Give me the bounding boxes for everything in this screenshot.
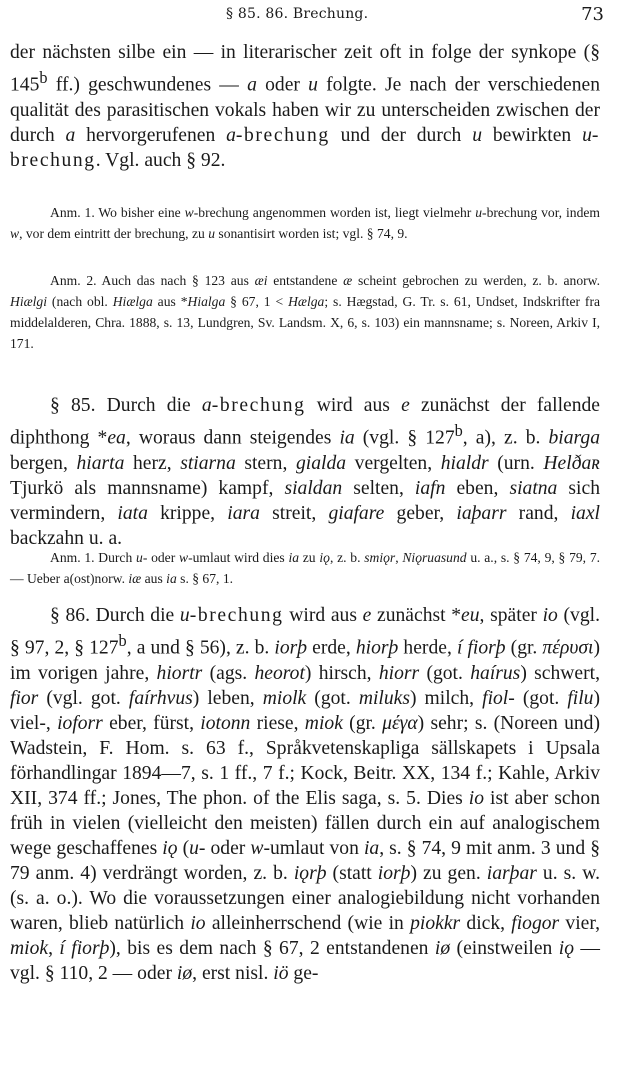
text-segment: bewirkten bbox=[482, 124, 583, 146]
text-segment: (got. bbox=[419, 662, 471, 684]
text-segment: iorþ bbox=[274, 637, 308, 659]
text-segment: io bbox=[542, 605, 558, 626]
text-segment: u. a., s. § 74, 9, § 79, 7. — Ueber a(ost)norw. bbox=[10, 550, 601, 586]
text-segment: (urn. bbox=[488, 452, 544, 474]
text-segment: u bbox=[308, 74, 318, 96]
text-segment: ia bbox=[339, 427, 355, 449]
text-segment: riese, bbox=[250, 712, 305, 734]
text-segment: hialdr bbox=[440, 452, 489, 474]
text-segment: u bbox=[136, 550, 143, 565]
text-segment: smiǫr bbox=[364, 550, 396, 565]
text-segment: hiarta bbox=[76, 452, 125, 474]
text-segment: eber, fürst, bbox=[102, 712, 201, 734]
text-segment: w bbox=[250, 837, 264, 859]
text-segment: í fiorþ bbox=[59, 937, 110, 959]
text-segment: aus * bbox=[152, 294, 188, 309]
text-segment: - oder bbox=[142, 550, 179, 565]
text-segment: ) milch, bbox=[409, 687, 483, 709]
paragraph-continuation bbox=[10, 40, 600, 173]
text-segment: miluks bbox=[358, 687, 410, 709]
text-segment: iǫrþ bbox=[293, 862, 327, 884]
text-segment: siatna bbox=[509, 477, 558, 499]
text-segment: faírhvus bbox=[128, 687, 193, 709]
text-segment: s. § 67, 1. bbox=[176, 571, 234, 586]
text-segment: zunächst * bbox=[371, 605, 462, 626]
text-segment: iata bbox=[117, 502, 148, 524]
text-segment: miolk bbox=[262, 687, 307, 709]
text-segment: streit, bbox=[259, 502, 329, 524]
note-anm-1 bbox=[10, 202, 600, 244]
text-segment: ) leben, bbox=[192, 687, 263, 709]
text-segment: ioforr bbox=[57, 712, 103, 734]
text-segment: u bbox=[472, 124, 482, 146]
text-segment: u. s. w. (s. a. o.). Wo die voraussetzungen einer analogiebildung nicht vorhanden waren, blieb natürlich bbox=[10, 862, 600, 934]
text-segment: ) sehr; s. (Noreen und) Wadstein, F. Hom. s. 63 f., Språkvetenskapliga sällskapets i Upsala förhandlingar 1894—7, s. 1 ff., 7 f.; Kock, Beitr. XX, 134 f.; Kahle, Arkiv XII, 374 ff.; Jones, The phon. of the Elis saga, s. 5. Dies bbox=[10, 712, 600, 809]
text-segment: fior bbox=[10, 687, 39, 709]
text-segment: sialdan bbox=[284, 477, 343, 499]
text-segment: biarga bbox=[548, 427, 601, 449]
text-segment: -brechung bbox=[189, 605, 284, 626]
text-segment: fiogor bbox=[511, 912, 560, 934]
text-segment: wird aus bbox=[305, 395, 402, 416]
text-segment: Anm. 2. Auch das nach § 123 aus bbox=[50, 273, 255, 288]
text-segment: æi bbox=[254, 273, 268, 288]
text-segment: -brechung bbox=[211, 395, 306, 416]
text-segment: geber, bbox=[384, 502, 457, 524]
text-segment: (gr. bbox=[505, 637, 543, 659]
text-segment: , bbox=[395, 550, 403, 565]
text-segment: Hialga bbox=[187, 294, 226, 309]
text-segment: zu bbox=[299, 550, 320, 565]
text-segment: iaxl bbox=[570, 502, 600, 524]
text-segment: selten, bbox=[342, 477, 415, 499]
text-segment: eu bbox=[461, 605, 480, 626]
text-segment: u bbox=[208, 226, 215, 241]
text-segment: b bbox=[39, 68, 48, 87]
text-segment: backzahn u. a. bbox=[10, 527, 123, 549]
text-segment: io bbox=[190, 912, 206, 934]
text-segment: miok bbox=[10, 937, 49, 959]
text-segment: , später bbox=[479, 605, 543, 626]
text-segment: u bbox=[582, 124, 592, 146]
text-segment: hervorgerufenen bbox=[75, 124, 227, 146]
text-segment: w bbox=[184, 205, 194, 220]
text-segment: gialda bbox=[295, 452, 347, 474]
text-segment: scheint gebrochen zu werden, z. b. anorw. bbox=[352, 273, 600, 288]
text-segment: hiortr bbox=[156, 662, 203, 684]
text-segment: -brechung vor, indem bbox=[482, 205, 600, 220]
text-segment: (gr. bbox=[342, 712, 383, 734]
text-segment: -umlaut wird dies bbox=[188, 550, 289, 565]
text-segment: ), bis es dem nach § 67, 2 entstandenen bbox=[109, 937, 435, 959]
text-segment: iafn bbox=[414, 477, 446, 499]
text-segment: ea bbox=[107, 427, 126, 449]
text-segment: § 86. Durch die bbox=[50, 605, 180, 626]
text-segment: ) im vorigen jahre, bbox=[10, 637, 600, 684]
text-segment: iæ bbox=[128, 571, 142, 586]
text-segment: w bbox=[179, 550, 189, 565]
text-segment: iǫ bbox=[558, 937, 574, 959]
text-segment: (ags. bbox=[202, 662, 255, 684]
text-segment: giafare bbox=[328, 502, 385, 524]
text-segment: a bbox=[65, 124, 76, 146]
text-segment: zunächst der fallende diphthong * bbox=[10, 395, 601, 449]
text-segment: , z. b. bbox=[329, 550, 365, 565]
text-segment: Helðaʀ bbox=[543, 452, 600, 474]
text-segment: eben, bbox=[445, 477, 510, 499]
text-segment: iö bbox=[273, 962, 289, 984]
text-segment: entstandene bbox=[267, 273, 344, 288]
text-segment: πέρυσι bbox=[542, 637, 594, 659]
text-segment: ( bbox=[177, 837, 190, 859]
text-segment: b bbox=[118, 631, 127, 650]
text-segment: aus bbox=[141, 571, 167, 586]
text-segment: haírus bbox=[470, 662, 521, 684]
section-85 bbox=[10, 393, 600, 551]
text-segment: oder bbox=[256, 74, 309, 96]
text-segment: (einstweilen bbox=[450, 937, 559, 959]
text-segment: § 67, 1 < bbox=[225, 294, 289, 309]
text-segment: rand, bbox=[506, 502, 571, 524]
text-segment: ; s. Hægstad, G. Tr. s. 61, Undset, Indskrifter fra middelalderen, Chra. 1888, s. 13, Lundgren, Sv. Landsm. X, 6, s. 103) ein mannsname; s. Noreen, Arkiv I, 171. bbox=[10, 294, 601, 351]
text-segment: , bbox=[48, 937, 60, 959]
text-segment: a bbox=[226, 124, 236, 146]
text-segment: ia bbox=[288, 550, 300, 565]
text-segment: alleinherrschend (wie in bbox=[205, 912, 411, 934]
text-segment: ia bbox=[166, 571, 177, 586]
text-segment: bergen, bbox=[10, 452, 77, 474]
text-segment: ff.) geschwundenes — bbox=[47, 74, 248, 96]
text-segment: vier, bbox=[559, 912, 601, 934]
text-segment: í fiorþ bbox=[456, 637, 506, 659]
text-segment: ge- bbox=[288, 962, 319, 984]
text-segment: filu bbox=[567, 687, 594, 709]
text-segment: iarþar bbox=[486, 862, 537, 884]
text-segment: ia bbox=[363, 837, 380, 859]
text-segment: fiol- bbox=[482, 687, 515, 709]
text-segment: ) viel-, bbox=[10, 687, 601, 734]
text-segment: e bbox=[401, 395, 410, 416]
text-segment: , s. § 74, 9 mit anm. 3 und § 79 anm. 4) verdrängt worden, z. b. bbox=[10, 837, 600, 884]
text-segment: iø bbox=[176, 962, 193, 984]
text-segment: u bbox=[189, 837, 199, 859]
text-segment: ) zu gen. bbox=[410, 862, 487, 884]
text-segment: iø bbox=[434, 937, 451, 959]
text-segment: e bbox=[362, 605, 372, 626]
text-segment: erde, bbox=[307, 637, 356, 659]
text-segment: u bbox=[179, 605, 190, 626]
text-segment: herz, bbox=[124, 452, 181, 474]
text-segment: (statt bbox=[326, 862, 378, 884]
note-85-anm-1 bbox=[10, 547, 600, 589]
note-anm-2 bbox=[10, 270, 600, 354]
text-segment: — vgl. § 110, 2 — oder bbox=[10, 937, 601, 984]
text-segment: sonantisirt worden ist; vgl. § 74, 9. bbox=[215, 226, 408, 241]
text-segment: herde, bbox=[398, 637, 457, 659]
text-segment: - oder bbox=[198, 837, 251, 859]
text-segment: vergelten, bbox=[346, 452, 441, 474]
text-segment: dick, bbox=[460, 912, 512, 934]
text-segment: (got. bbox=[306, 687, 359, 709]
text-segment: piokkr bbox=[410, 912, 461, 934]
section-86 bbox=[10, 603, 600, 986]
text-segment: hiorr bbox=[378, 662, 420, 684]
text-segment: stern, bbox=[235, 452, 296, 474]
text-segment: Hælga bbox=[288, 294, 325, 309]
text-segment: iaþarr bbox=[456, 502, 507, 524]
text-segment: iǫ bbox=[319, 550, 330, 565]
text-segment: -umlaut von bbox=[263, 837, 364, 859]
text-segment: io bbox=[468, 787, 485, 809]
text-segment: a bbox=[201, 395, 212, 416]
text-segment: , a), z. b. bbox=[462, 427, 549, 449]
text-segment: iotonn bbox=[200, 712, 251, 734]
text-segment: . Vgl. auch § 92. bbox=[95, 149, 226, 171]
text-segment: Anm. 1. Durch bbox=[50, 550, 137, 565]
running-title: § 85. 86. Brechung. bbox=[226, 6, 369, 22]
text-segment: (vgl. § 127 bbox=[354, 427, 455, 449]
text-segment: (vgl. § 97, 2, § 127 bbox=[10, 605, 600, 659]
text-segment: Niǫruasund bbox=[402, 550, 467, 565]
text-segment: iǫ bbox=[162, 837, 178, 859]
text-segment: æ bbox=[343, 273, 353, 288]
text-segment: folgte. Je nach der verschiedenen qualität des parasitischen vokals haben wir zu unterscheiden zwischen der durch bbox=[10, 74, 600, 146]
text-segment: μέγα bbox=[382, 712, 418, 734]
text-segment: sich vermindern, bbox=[10, 477, 600, 524]
text-segment: iara bbox=[227, 502, 260, 524]
text-segment: u bbox=[475, 205, 483, 220]
text-segment: miok bbox=[304, 712, 343, 734]
text-segment: ) schwert, bbox=[520, 662, 600, 684]
text-segment: iorþ bbox=[377, 862, 411, 884]
text-segment: Anm. 1. Wo bisher eine bbox=[50, 205, 185, 220]
text-segment: wird aus bbox=[283, 605, 363, 626]
text-segment: -brechung bbox=[235, 124, 330, 146]
text-segment: a bbox=[247, 74, 257, 96]
text-segment: w bbox=[10, 226, 20, 241]
text-segment: stiarna bbox=[180, 452, 236, 474]
text-segment: heorot bbox=[254, 662, 305, 684]
text-segment: (got. bbox=[514, 687, 568, 709]
text-segment: -brechung angenommen worden ist, liegt vielmehr bbox=[193, 205, 476, 220]
text-segment: hiorþ bbox=[355, 637, 399, 659]
text-segment: Hiælgi bbox=[10, 294, 48, 309]
text-segment: -brechung bbox=[10, 124, 600, 171]
text-segment: , a und § 56), z. b. bbox=[126, 637, 275, 659]
text-segment: und der durch bbox=[329, 124, 473, 146]
text-segment: , woraus dann steigendes bbox=[125, 427, 340, 449]
text-segment: ) hirsch, bbox=[304, 662, 379, 684]
text-segment: ist aber schon früh in vielen (vielleicht den meisten) fällen durch ein auf analogischem wege geschaffenes bbox=[10, 787, 600, 859]
text-segment: (vgl. got. bbox=[38, 687, 129, 709]
text-segment: b bbox=[454, 421, 463, 440]
text-segment: § 85. Durch die bbox=[50, 395, 202, 416]
text-segment: Tjurkö als mannsname) kampf, bbox=[10, 477, 285, 499]
text-segment: (nach obl. bbox=[47, 294, 113, 309]
text-segment: der nächsten silbe ein — in literarischer zeit oft in folge der synkope (§ 145 bbox=[10, 42, 600, 96]
text-segment: Hiælga bbox=[112, 294, 153, 309]
text-segment: , erst nisl. bbox=[192, 962, 274, 984]
running-head bbox=[0, 6, 620, 28]
text-segment: , vor dem eintritt der brechung, zu bbox=[19, 226, 209, 241]
page-number: 73 bbox=[581, 4, 604, 25]
text-segment: krippe, bbox=[147, 502, 228, 524]
